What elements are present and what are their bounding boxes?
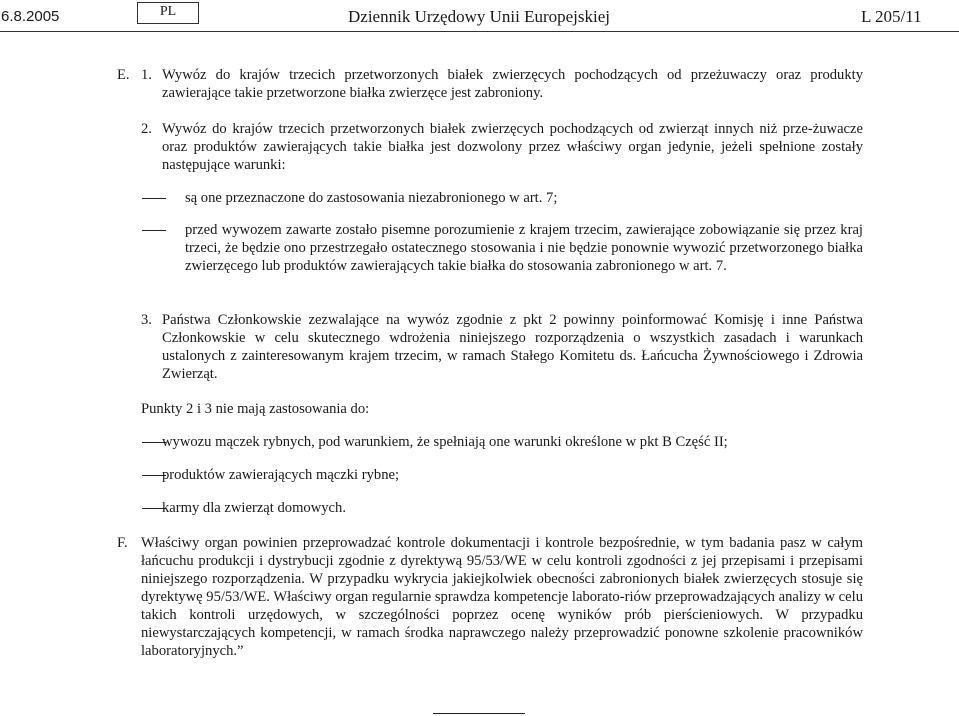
point-1-text: Wywóz do krajów trzecich przetworzonych białek zwierzęcych pochodzących od przeżuwaczy oraz produkty zawierające takie przetworzone białka zwierzęce jest zabroniony. bbox=[162, 67, 863, 101]
point-2-condition-2: przed wywozem zawarte zostało pisemne porozumienie z krajem trzecim, zawierające zobowiązanie się przez kraj trzeci, że będzie ono przestrzegało ostatecznego stosowania i nie będzie ponownie wywozić przetworzonego białka zwierzęcego lub produktów zawierających takie białka do stosowania zabronionego w art. 7. bbox=[185, 222, 863, 274]
section-f-text: Właściwy organ powinien przeprowadzać kontrole dokumentacji i kontrole bezpośrednie, w tym badania pasz w całym łańcuchu produkcji i dystrybucji zgodnie z dyrektywą 95/53/WE w celu kontroli zgodności z jej przepisami i przepisami niniejszego rozporządzenia. W przypadku wykrycia jakiejkolwiek obecności zabronionych białek zwierzęcych stosuje się dyrektywę 95/53/WE. Właściwy organ regularnie sprawdza kompetencje laborato-riów przeprowadzających analizy w celu takich kontroli urzędowych, w szczególności poprzez ocenę wyników prób pierścieniowych. W przypadku niewystarczających kompetencji, w ramach środka naprawczego należy przeprowadzić ponowne szkolenie pracowników laboratoryjnych.” bbox=[141, 535, 863, 659]
point-3-number: 3. bbox=[141, 312, 152, 328]
header-rule bbox=[0, 31, 959, 32]
point-2-text: Wywóz do krajów trzecich przetworzonych białek zwierzęcych pochodzących od zwierząt innych niż prze-żuwacze oraz produktów zawierających takie białka jest dozwolony przez właściwy organ jedynie, jeżeli spełnione zostały następujące warunki: bbox=[162, 121, 863, 173]
point-1-number: 1. bbox=[141, 67, 152, 83]
footer-rule bbox=[433, 713, 525, 714]
bullet-dash bbox=[142, 198, 166, 199]
header-page-number: L 205/11 bbox=[861, 7, 922, 26]
exception-3: karmy dla zwierząt domowych. bbox=[162, 500, 346, 516]
exception-2: produktów zawierających mączki rybne; bbox=[162, 467, 400, 483]
exceptions-intro: Punkty 2 i 3 nie mają zastosowania do: bbox=[141, 401, 370, 417]
point-2-condition-1: są one przeznaczone do zastosowania niezabronionego w art. 7; bbox=[185, 190, 558, 206]
header-journal-title: Dziennik Urzędowy Unii Europejskiej bbox=[348, 7, 611, 26]
header-date: 6.8.2005 bbox=[1, 8, 60, 25]
header-language-box: PL bbox=[137, 2, 199, 24]
section-e-label: E. bbox=[117, 67, 130, 83]
point-3-text: Państwa Członkowskie zezwalające na wywóz zgodnie z pkt 2 powinny poinformować Komisję i inne Państwa Członkowskie w celu skutecznego wdrożenia niniejszego rozporządzenia o wszystkich zasadach i warunkach ustalonych z zainteresowanym krajem trzecim, w ramach Stałego Komitetu ds. Łańcucha Żywnościowego i Zdrowia Zwierząt. bbox=[162, 312, 863, 382]
bullet-dash bbox=[142, 230, 166, 231]
exception-1: wywozu mączek rybnych, pod warunkiem, że spełniają one warunki określone w pkt B Część II; bbox=[162, 434, 728, 450]
section-f-label: F. bbox=[117, 535, 128, 551]
page-header bbox=[0, 0, 959, 32]
point-2-number: 2. bbox=[141, 121, 152, 137]
